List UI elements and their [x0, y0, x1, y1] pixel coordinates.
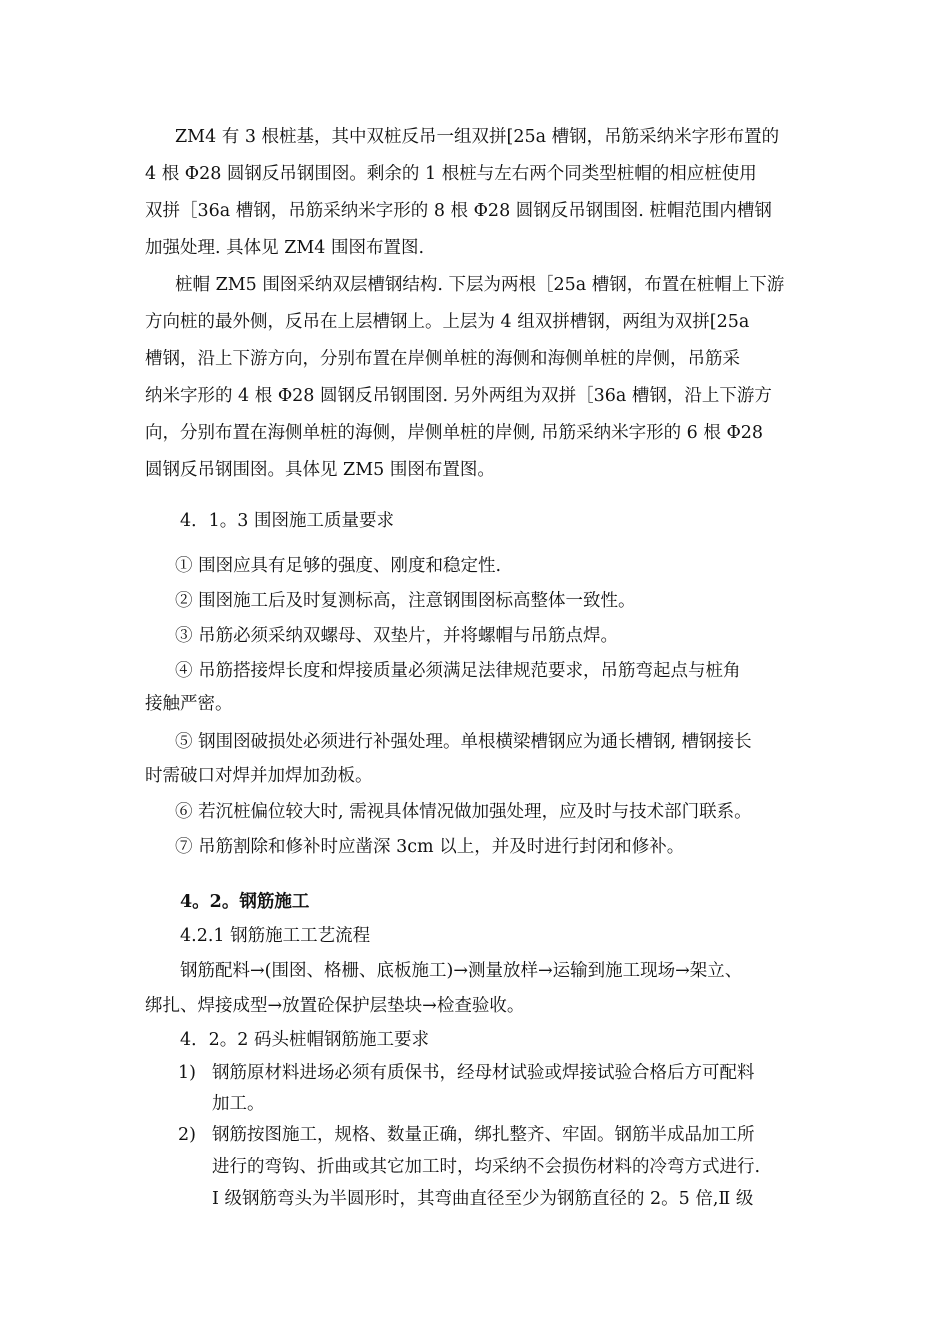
- zm4-line-4: 加强处理. 具体见 ZM4 围囹布置图.: [145, 238, 425, 258]
- list-item-2-line-1: 钢筋按图施工，规格、数量正确，绑扎整齐、牢固。钢筋半成品加工所: [212, 1125, 755, 1145]
- requirement-2: ② 围囹施工后及时复测标高，注意钢围囹标高整体一致性。: [175, 591, 636, 611]
- flow-line-1: 钢筋配料→(围囹、格栅、底板施工)→测量放样→运输到施工现场→架立、: [180, 961, 743, 981]
- zm5-line-5: 向，分别布置在海侧单桩的海侧，岸侧单桩的岸侧, 吊筋采纳米字形的 6 根 Φ28: [145, 423, 764, 443]
- flow-line-2: 绑扎、焊接成型→放置砼保护层垫块→检查验收。: [145, 996, 525, 1016]
- section-heading-4-2-1: 4.2.1 钢筋施工工艺流程: [180, 926, 371, 946]
- zm4-line-3: 双拼［36a 槽钢，吊筋采纳米字形的 8 根 Φ28 圆钢反吊钢围囹. 桩帽范围内槽钢: [145, 201, 772, 221]
- list-item-2-line-3: Ⅰ 级钢筋弯头为半圆形时，其弯曲直径至少为钢筋直径的 2。5 倍,Ⅱ 级: [212, 1189, 754, 1209]
- requirement-7: ⑦ 吊筋割除和修补时应凿深 3cm 以上，并及时进行封闭和修补。: [175, 837, 685, 857]
- requirement-4-line-2: 接触严密。: [145, 694, 233, 714]
- section-heading-4-1-3: 4．1。3 围囹施工质量要求: [180, 511, 394, 531]
- zm5-line-1: 桩帽 ZM5 围囹采纳双层槽钢结构. 下层为两根［25a 槽钢，布置在桩帽上下游: [175, 275, 785, 295]
- zm5-line-2: 方向桩的最外侧，反吊在上层槽钢上。上层为 4 组双拼槽钢，两组为双拼[25a: [145, 312, 750, 332]
- requirement-3: ③ 吊筋必须采纳双螺母、双垫片，并将螺帽与吊筋点焊。: [175, 626, 619, 646]
- requirement-5-line-1: ⑤ 钢围囹破损处必须进行补强处理。单根横梁槽钢应为通长槽钢, 槽钢接长: [175, 732, 752, 752]
- requirement-6: ⑥ 若沉桩偏位较大时, 需视具体情况做加强处理，应及时与技术部门联系。: [175, 802, 752, 822]
- requirement-1: ① 围囹应具有足够的强度、刚度和稳定性.: [175, 556, 502, 576]
- list-item-1-line-1: 钢筋原材料进场必须有质保书，经母材试验或焊接试验合格后方可配料: [212, 1063, 755, 1083]
- section-heading-4-2: 4。2。钢筋施工: [180, 892, 310, 912]
- section-heading-4-2-2: 4．2。2 码头桩帽钢筋施工要求: [180, 1030, 429, 1050]
- requirement-5-line-2: 时需破口对焊并加焊加劲板。: [145, 766, 373, 786]
- zm5-line-3: 槽钢，沿上下游方向，分别布置在岸侧单桩的海侧和海侧单桩的岸侧，吊筋采: [145, 349, 740, 369]
- list-item-2-line-2: 进行的弯钩、折曲或其它加工时，均采纳不会损伤材料的冷弯方式进行.: [212, 1157, 761, 1177]
- list-item-1-line-2: 加工。: [212, 1094, 265, 1114]
- list-item-number: 2): [178, 1125, 196, 1145]
- zm4-line-2: 4 根 Φ28 圆钢反吊钢围囹。剩余的 1 根桩与左右两个同类型桩帽的相应桩使用: [145, 164, 757, 184]
- requirement-4-line-1: ④ 吊筋搭接焊长度和焊接质量必须满足法律规范要求，吊筋弯起点与桩角: [175, 661, 741, 681]
- list-item-number: 1): [178, 1063, 196, 1083]
- zm5-line-4: 纳米字形的 4 根 Φ28 圆钢反吊钢围囹. 另外两组为双拼［36a 槽钢，沿上下游方: [145, 386, 772, 406]
- zm5-line-6: 圆钢反吊钢围囹。具体见 ZM5 围囹布置图。: [145, 460, 495, 480]
- zm4-line-1: ZM4 有 3 根桩基，其中双桩反吊一组双拼[25a 槽钢，吊筋采纳米字形布置的: [175, 127, 780, 147]
